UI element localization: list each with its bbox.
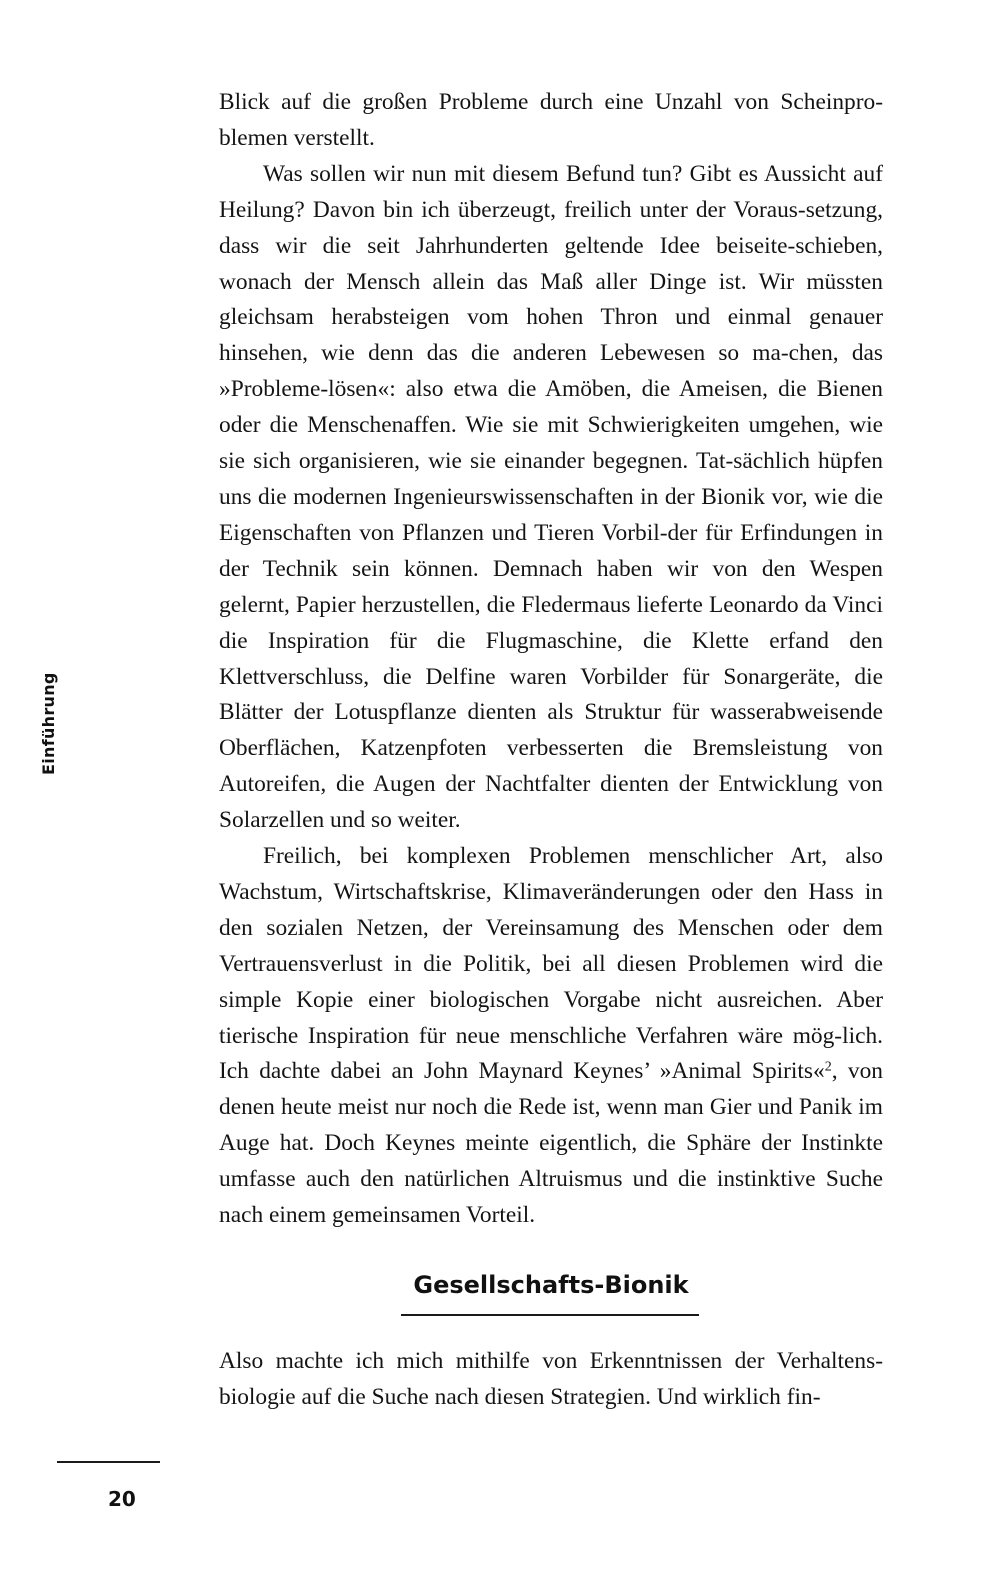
footnote-marker[interactable]: 2 xyxy=(824,1058,832,1075)
running-head: Einführung xyxy=(39,672,58,775)
footer-rule xyxy=(57,1461,160,1463)
paragraph-3-text: Freilich, bei komplexen Problemen menschlicher Art, also Wachstum, Wirtschaftskrise, Klimaveränderungen oder den Hass in den sozialen Netzen, der Vereinsamung des Menschen oder dem Vertrauensverlust in die Politik, bei all diesen Problemen wird die simple Kopie einer biologischen Vorgabe nicht ausreichen. Aber tierische Inspiration für neue menschliche Verfahren wäre mög-lich. Ich dachte dabei an John Maynard Keynes’ »Animal Spirits« xyxy=(219,843,883,1085)
section-heading: Gesellschafts-Bionik xyxy=(413,1271,689,1299)
body-text-top xyxy=(219,85,883,1234)
body-text-bottom xyxy=(219,1344,883,1416)
heading-underline xyxy=(401,1314,699,1316)
paragraph-2: Was sollen wir nun mit diesem Befund tun? Gibt es Aussicht auf Heilung? Davon bin ich überzeugt, freilich unter der Voraus-setzung, dass wir die seit Jahrhunderten geltende Idee beiseite-schieben, wonach der Mensch allein das Maß aller Dinge ist. Wir müssten gleichsam herabsteigen vom hohen Thron und einmal genauer hinsehen, wie denn das die anderen Lebewesen so ma-chen, das »Probleme-lösen«: also etwa die Amöben, die Ameisen, die Bienen oder die Menschenaffen. Wie sie mit Schwierigkeiten umgehen, wie sie sich organisieren, wie sie einander begegnen. Tat-sächlich hüpfen uns die modernen Ingenieurswissenschaften in der Bionik vor, wie die Eigenschaften von Pflanzen und Tieren Vorbil-der für Erfindungen in der Technik sein können. Demnach haben wir von den Wespen gelernt, Papier herzustellen, die Fledermaus lieferte Leonardo da Vinci die Inspiration für die Flugmaschine, die Klette erfand den Klettverschluss, die Delfine waren Vorbilder für Sonargeräte, die Blätter der Lotuspflanze dienten als Struktur für wasserabweisende Oberflächen, Katzenpfoten verbesserten die Bremsleistung von Autoreifen, die Augen der Nachtfalter dienten der Entwicklung von Solarzellen und so weiter. xyxy=(219,160,883,834)
paragraph-4: Also machte ich mich mithilfe von Erkenntnissen der Verhaltens-biologie auf die Suche nach diesen Strategien. Und wirklich fin- xyxy=(219,1348,883,1410)
page-number: 20 xyxy=(108,1487,136,1511)
paragraph-1: Blick auf die großen Probleme durch eine Unzahl von Scheinpro-blemen verstellt. xyxy=(219,89,883,151)
paragraph-3 xyxy=(219,839,883,1234)
paragraph-3-continuation: , von denen heute meist nur noch die Rede ist, wenn man Gier und Panik im Auge hat. Doch Keynes meinte eigentlich, die Sphäre der Instinkte umfasse auch den natürlichen Altruismus und die instinktive Suche nach einem gemeinsamen Vorteil. xyxy=(219,1058,883,1229)
